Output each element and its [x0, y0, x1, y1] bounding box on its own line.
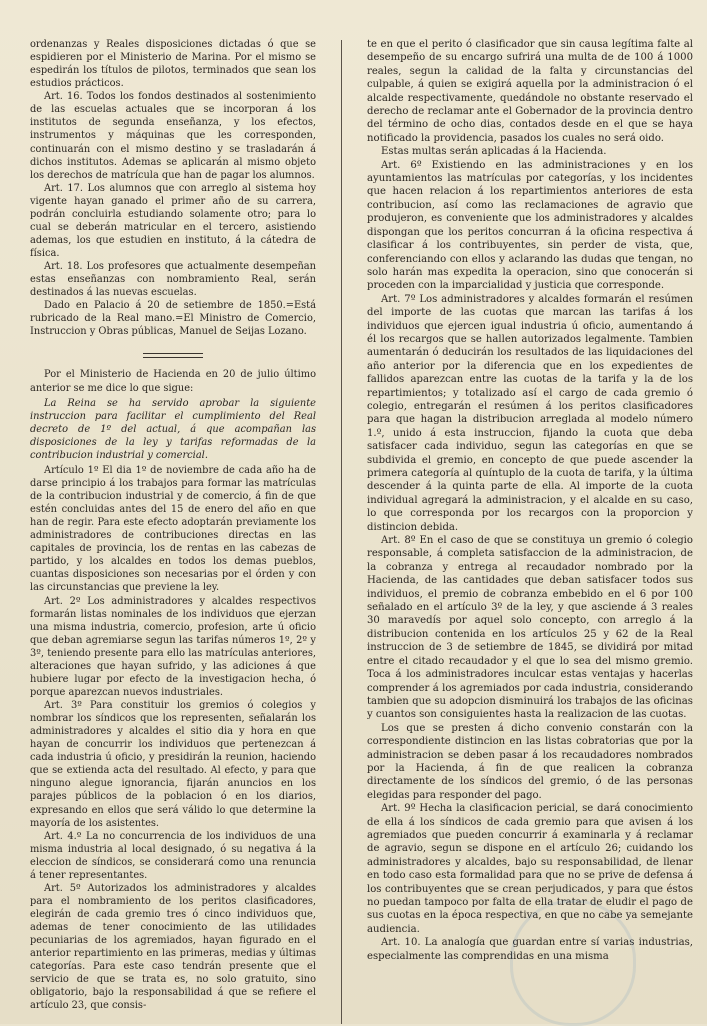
- left-column: [30, 38, 316, 1013]
- articulo-10: Art. 10. La analogía que guardan entre sí varias industrias, especialmente las comprendidas en una misma: [367, 937, 693, 962]
- left-paragraph-continuation: ordenanzas y Reales disposiciones dictadas ó que se espidieren por el Ministerio de Marina. Por el mismo se espedirán los títulos de pilotos, terminados que sean los estudios prácticos.: [30, 39, 316, 90]
- articulo-4: Art. 4.º La no concurrencia de los individuos de una misma industria al local designado, ó su negativa á la eleccion de síndicos, se considerará como una renuncia á tener representantes.: [30, 830, 316, 881]
- decree-signature: Dado en Palacio á 20 de setiembre de 1850.=Está rubricado de la Real mano.=El Ministro de Comercio, Instruccion y Obras públicas, Manuel de Seijas Lozano.: [30, 300, 316, 338]
- library-stamp-watermark: [510, 900, 636, 1026]
- section-separator: [30, 338, 316, 368]
- right-column: [367, 38, 693, 963]
- convenio-paragraph: Los que se presten á dicho convenio constarán con la correspondiente distincion en las listas cobratorias que por la administracion se deben pasar á los recaudadores nombrados por la Hacienda, á fin de que realicen la cobranza directamente de los síndicos del gremio, ó de las personas elegidas para responder del pago.: [367, 722, 693, 801]
- articulo-8: Art. 8º En el caso de que se constituya un gremio ó colegio responsable, á completa satisfaccion de la administracion, de la cobranza y entrega al recaudador nombrado por la Hacienda, de las cantidades que deban satisfacer todos sus individuos, el premio de cobranza embebido en el 6 por 100 señalado en el artículo 3º de la ley, y que asciende á 3 reales 30 maravedís por aquel solo concepto, con arreglo á la distribucion contenida en los artículos 25 y 62 de la Real instruccion de 3 de setiembre de 1845, se dividirá por mitad entre el citado recaudador y el que lo sea del mismo gremio. Toca á los administradores inculcar estas ventajas y hacerlas comprender á los agremiados por cada industria, considerando tambien que su adopcion disminuirá los trabajos de las oficinas y cuantos son consiguientes hasta la realizacion de las cuotas.: [367, 535, 693, 721]
- article-16: Art. 16. Todos los fondos destinados al sostenimiento de las escuelas actuales que se incorporan á los institutos de segunda enseñanza, y los efectos, instrumentos y máquinas que les corresponden, continuarán con el mismo destino y se trasladarán á dichos institutos. Ademas se aplicarán al mismo objeto los derechos de matrícula que han de pagar los alumnos.: [30, 91, 316, 181]
- multas-note: Estas multas serán aplicadas á la Hacienda.: [381, 146, 607, 158]
- instruccion-preamble: La Reina se ha servido aprobar la siguiente instruccion para facilitar el cumplimiento del Real decreto de 1º del actual, á que acompañan las disposiciones de la ley y tarifas reformadas de la contribucion industrial y comercial.: [30, 397, 316, 461]
- article-17: Art. 17. Los alumnos que con arreglo al sistema hoy vigente hayan ganado el primer año de su carrera, podrán concluirla estudiando solamente otro; para lo cual se deberán matricular en el tercero, asistiendo ademas, los que estudien en instituto, á la cátedra de física.: [30, 182, 316, 259]
- column-divider: [341, 40, 342, 1024]
- articulo-9: Art. 9º Hecha la clasificacion pericial, se dará conocimiento de ella á los síndicos de cada gremio para que avisen á los agremiados que pueden concurrir á examinarla y á reclamar de agravio, segun se dispone en el artículo 26; cuidando los administradores y alcaldes, bajo su responsabilidad, de llenar en todo caso esta formalidad para que no se prive de defensa á los contribuyentes que se crean perjudicados, y para que éstos no puedan tampoco por falta de ella tratar de eludir el pago de sus cuotas en la época respectiva, en que no cabe ya semejante audiencia.: [367, 803, 694, 935]
- right-paragraph-continuation: te en que el perito ó clasificador que sin causa legítima falte al desempeño de su encargo sufrirá una multa de de 100 á 1000 reales, segun la calidad de la falta y circunstancias del culpable, á quien se exigirá aquella por la administracion ó el alcalde respectivamente, quedándole no obstante reservado el derecho de reclamar ante el Gobernador de la provincia dentro del término de ocho dias, contados desde en el que se haya notificado la providencia, pasados los cuales no será oido.: [367, 39, 693, 144]
- articulo-6: Art. 6º Existiendo en las administraciones y en los ayuntamientos las matrículas por categorías, y los incidentes que hacen relacion á los repartimientos anteriores de esta contribucion, así como las reclamaciones de agravio que produjeron, es conveniente que los administradores y alcaldes dispongan que los peritos concurran á la oficina respectiva á clasificar á los contribuyentes, sin perder de vista, que, conferenciando con ellos y aclarando las dudas que tengan, no solo harán mas expedita la operacion, sino que conocerán si proceden con la imparcialidad y justicia que corresponde.: [367, 159, 693, 292]
- article-18: Art. 18. Los profesores que actualmente desempeñan estas enseñanzas con nombramiento Real, serán destinados á las nuevas escuelas.: [30, 261, 316, 299]
- hacienda-intro: Por el Ministerio de Hacienda en 20 de julio último anterior se me dice lo que sigue:: [30, 369, 316, 394]
- articulo-5: Art. 5º Autorizados los administradores y alcaldes para el nombramiento de los peritos clasificadores, elegirán de cada gremio tres ó cinco individuos que, ademas de tener conocimiento de las utilidades pecuniarias de los agremiados, hayan figurado en el anterior repartimiento en las primeras, medias y últimas categorías. Para este caso tendrán presente que el servicio de que se trata es, no solo gratuito, sino obligatorio, bajo la responsabilidad á que se refiere el artículo 23, que consis-: [30, 882, 316, 1012]
- articulo-2: Art. 2º Los administradores y alcaldes respectivos formarán listas nominales de los individuos que ejerzan una misma industria, comercio, profesion, arte ú oficio que deban agremiarse segun las tarifas números 1º, 2º y 3º, teniendo presente para ello las matrículas anteriores, alteraciones que hayan sufrido, y las adiciones á que hubiere lugar por efecto de la investigacion hecha, ó porque aparezcan nuevos industriales.: [30, 595, 316, 698]
- articulo-7: Art. 7º Los administradores y alcaldes formarán el resúmen del importe de las cuotas que marcan las tarifas á los individuos que ejercen igual industria ú oficio, aumentando á él los recargos que se hallen autorizados legalmente. Tambien aumentarán ó deducirán los resultados de las liquidaciones del año anterior por la diferencia que en los expedientes de fallidos aparezcan entre las cuotas de la tarifa y la de los repartimientos; y totalizado así el cargo de cada gremio ó colegio, entregarán el resúmen á los peritos clasificadores para que hagan la distribucion arreglada al modelo número 1.º, unido á esta instruccion, fijando la cuota que deba satisfacer cada individuo, segun las categorías en que se subdivida el gremio, en concepto de que puede ascender la primera categoría al quíntuplo de la cuota de tarifa, y la última descender á la quinta parte de ella. Al importe de la cuota individual agregará la administracion, y el alcalde en su caso, lo que corresponda por los recargos con la proporcion y distincion debida.: [367, 293, 693, 533]
- articulo-1: Artículo 1º El dia 1º de noviembre de cada año ha de darse principio á los trabajos para formar las matrículas de la contribucion industrial y de comercio, á fin de que estén concluidas antes del 15 de enero del año en que han de regir. Para este efecto adoptarán previamente los administradores de contribuciones directas en las capitales de provincia, los de rentas en las cabezas de partido, y los alcaldes en todos los demas pueblos, cuantas disposiciones son necesarias por el órden y con las circunstancias que previene la ley.: [30, 464, 316, 594]
- articulo-3: Art. 3º Para constituir los gremios ó colegios y nombrar los síndicos que los representen, señalarán los administradores y alcaldes el sitio dia y hora en que hayan de concurrir los individuos que pertenezcan á cada industria ú oficio, y presidirán la reunion, haciendo que se extienda acta del resultado. Al efecto, y para que ninguno alegue ignorancia, fijarán anuncios en los parajes públicos de la poblacion ó en los diarios, expresando en ellos que será válido lo que determine la mayoría de los asistentes.: [30, 700, 316, 829]
